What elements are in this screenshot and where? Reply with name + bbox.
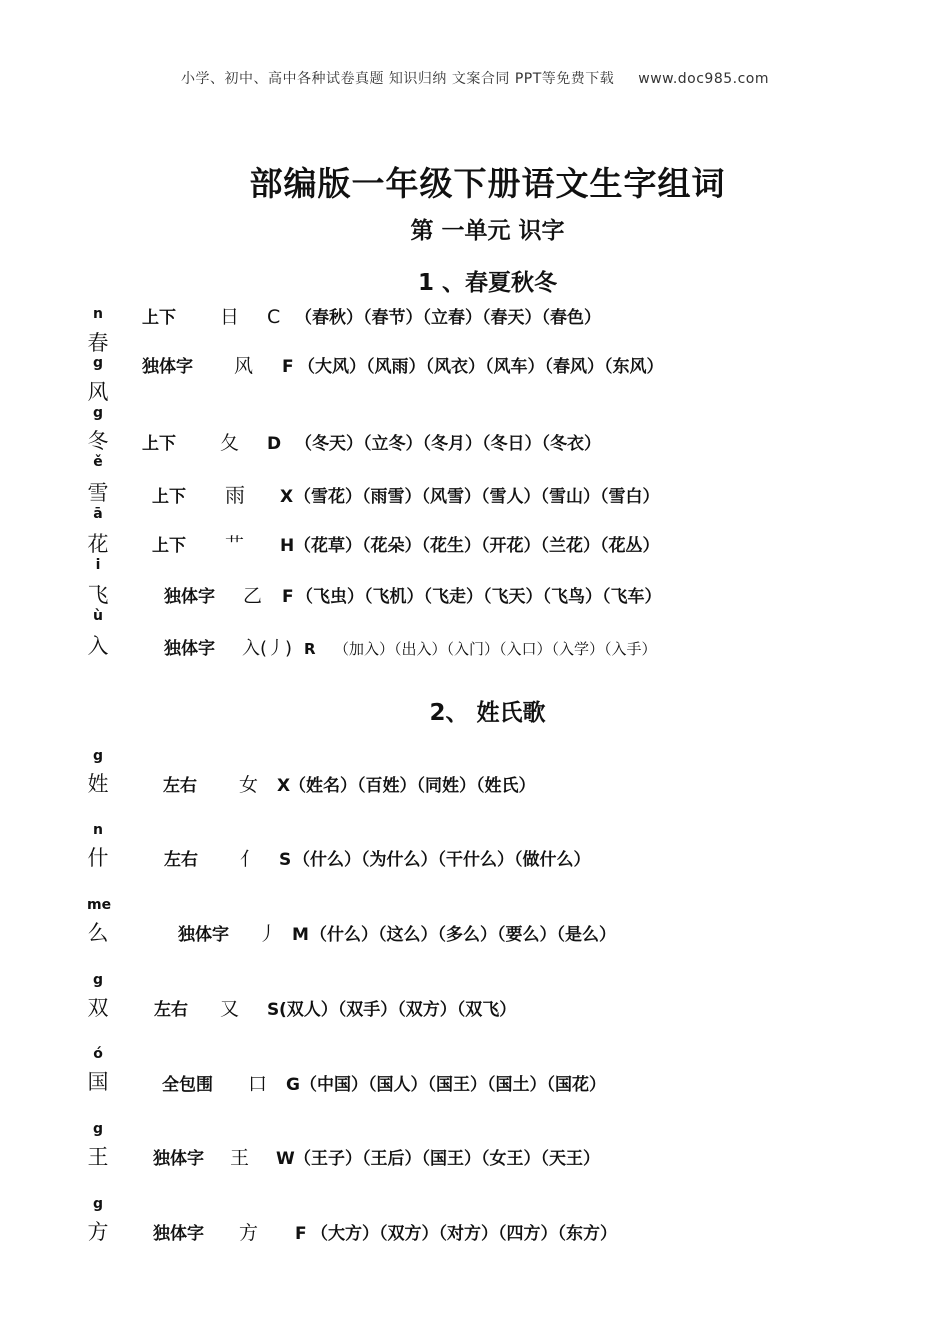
char-row (152, 479, 660, 508)
character: 雪 (87, 481, 109, 505)
radical: 又 (220, 998, 240, 1020)
char-row (164, 581, 662, 608)
pinyin: g (92, 972, 104, 988)
structure: 上下 (152, 536, 186, 556)
character: 么 (87, 921, 109, 945)
character: 春 (87, 331, 109, 355)
structure: 独体字 (178, 925, 229, 945)
radical: 丿 (258, 923, 278, 945)
char-row (142, 428, 601, 455)
words: （雪花）（雨雪）（风雪）（雪人）（雪山）（雪白） (294, 487, 660, 507)
char-row (164, 844, 591, 871)
words: （春秋）（春节）（立春）（春天）（春色） (295, 308, 601, 328)
structure: 独体字 (142, 357, 193, 377)
structure: 全包围 (162, 1075, 213, 1095)
character: 冬 (87, 429, 109, 453)
letter: G (286, 1075, 300, 1095)
pinyin: n (93, 306, 103, 322)
letter: S (267, 1000, 280, 1020)
header-text: 小学、初中、高中各种试卷真题 知识归纳 文案合同 PPT等免费下载 (180, 71, 615, 87)
words: (双人）（双手）（双方）（双飞） (279, 1000, 517, 1020)
character: 方 (87, 1220, 109, 1244)
radical: 入(丿) (242, 638, 293, 659)
char-row (153, 1218, 617, 1245)
char-row (152, 530, 660, 557)
header-site: www.doc985.com (638, 71, 770, 87)
structure: 左右 (163, 776, 197, 796)
character: 姓 (87, 772, 109, 796)
structure: 上下 (142, 434, 176, 454)
character: 风 (87, 380, 109, 404)
words: （大方）（双方）（对方）（四方）（东方） (311, 1224, 617, 1244)
character: 花 (87, 532, 109, 556)
character: 飞 (87, 583, 109, 607)
letter: X (280, 487, 294, 507)
char-row (142, 351, 664, 378)
words: （王子）（王后）（国王）（女王）（天王） (294, 1149, 600, 1169)
pinyin: i (95, 557, 101, 573)
words: （什么）（为什么）（干什么）（做什么） (293, 850, 591, 870)
words: （大风）（风雨）（风衣）（风车）（春风）（东风） (298, 357, 664, 377)
pinyin: n (93, 822, 103, 838)
letter: S (279, 850, 292, 870)
pinyin: me (87, 897, 112, 913)
pinyin: g (92, 1121, 104, 1137)
radical: 口 (248, 1073, 268, 1095)
char-row (164, 634, 657, 660)
structure: 独体字 (153, 1149, 204, 1169)
radical: 日 (220, 306, 240, 328)
radical: 夂 (220, 432, 240, 454)
radical: 王 (230, 1147, 250, 1169)
char-row (142, 302, 601, 329)
words: （加入）（出入）（入门）（入口）（入学）（入手） (334, 640, 657, 658)
character: 入 (87, 634, 109, 658)
radical: 方 (239, 1222, 259, 1244)
pinyin: ě (93, 454, 103, 470)
letter: M (292, 925, 309, 945)
letter: F (295, 1224, 307, 1244)
letter: R (304, 640, 316, 658)
structure: 左右 (164, 850, 198, 870)
pinyin: g (92, 355, 104, 371)
radical: 女 (239, 774, 259, 796)
radical: 风 (234, 355, 254, 377)
letter: H (280, 536, 295, 556)
pinyin: ā (93, 506, 103, 522)
char-row (154, 994, 516, 1021)
radical: 雨 (225, 483, 245, 507)
unit-title: 第 一单元 识字 (410, 218, 565, 244)
lesson-1-title: 1 、春夏秋冬 (417, 270, 557, 296)
pinyin: ó (93, 1046, 103, 1062)
character: 王 (87, 1145, 109, 1169)
radical: 亻 (240, 848, 260, 870)
radical: 乙 (243, 585, 263, 607)
structure: 独体字 (164, 587, 215, 607)
pinyin: g (92, 748, 104, 764)
char-row (163, 770, 536, 797)
pinyin: g (92, 1196, 104, 1212)
letter: F (282, 357, 294, 377)
words: （什么）（这么）（多么）（要么）（是么） (310, 925, 616, 945)
structure: 上下 (142, 308, 176, 328)
structure: 上下 (152, 487, 186, 507)
char-row (162, 1069, 606, 1096)
structure: 独体字 (164, 639, 215, 659)
letter: D (267, 434, 282, 454)
letter: C (267, 306, 281, 328)
letter: W (276, 1149, 295, 1169)
char-row (178, 919, 616, 946)
pinyin: g (92, 405, 104, 421)
words: （中国）（国人）（国王）（国土）（国花） (300, 1075, 606, 1095)
lesson-2-title: 2、 姓氏歌 (429, 700, 546, 726)
words: （姓名）（百姓）（同姓）（姓氏） (289, 776, 536, 796)
character: 双 (87, 996, 109, 1020)
structure: 独体字 (153, 1224, 204, 1244)
character: 国 (87, 1070, 109, 1094)
structure: 左右 (154, 1000, 188, 1020)
page-header (0, 68, 950, 88)
letter: X (277, 776, 291, 796)
words: （花草）（花朵）（花生）（开花）（兰花）（花丛） (294, 536, 660, 556)
character: 什 (87, 846, 109, 870)
pinyin: ù (93, 608, 103, 624)
radical: 艹 (225, 534, 245, 556)
words: （飞虫）（飞机）（飞走）（飞天）（飞鸟）（飞车） (296, 587, 662, 607)
letter: F (282, 587, 294, 607)
char-row (153, 1143, 600, 1170)
words: （冬天）（立冬）（冬月）（冬日）（冬衣） (295, 434, 601, 454)
document-title: 部编版一年级下册语文生字组词 (249, 164, 726, 203)
